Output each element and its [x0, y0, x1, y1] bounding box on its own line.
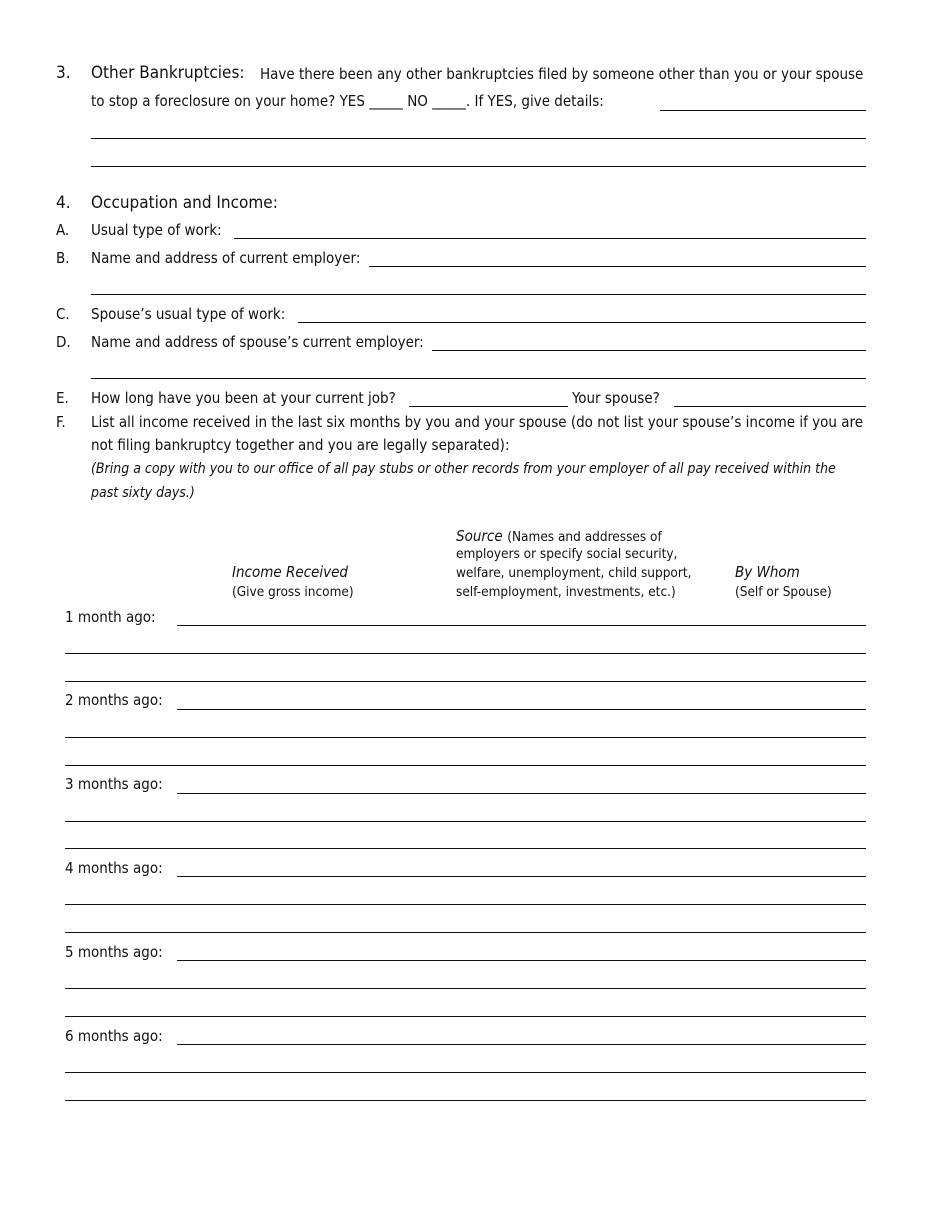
col-source-title: Source	[456, 527, 503, 545]
income-row-line[interactable]	[65, 932, 866, 933]
income-row-line[interactable]	[65, 1072, 866, 1073]
employer-field-line-1[interactable]	[369, 266, 866, 267]
item-f-note-line2: past sixty days.)	[91, 485, 195, 501]
col-income-title: Income Received	[232, 563, 348, 581]
usual-work-field[interactable]	[234, 238, 866, 239]
income-row-line[interactable]	[65, 653, 866, 654]
col-income-sub: (Give gross income)	[232, 584, 354, 600]
income-row-line[interactable]	[177, 1044, 866, 1045]
item-d-letter: D.	[56, 333, 71, 351]
item-c-label: Spouse’s usual type of work:	[91, 305, 286, 323]
income-row-line[interactable]	[177, 709, 866, 710]
section-4-heading: Occupation and Income:	[91, 193, 278, 213]
income-row-line[interactable]	[177, 625, 866, 626]
section-3-heading: Other Bankruptcies:	[91, 63, 245, 83]
spouse-job-duration-field[interactable]	[674, 406, 866, 407]
income-row-line[interactable]	[65, 765, 866, 766]
item-b-label: Name and address of current employer:	[91, 249, 361, 267]
income-row-line[interactable]	[65, 681, 866, 682]
item-e-letter: E.	[56, 389, 69, 407]
income-row-label: 5 months ago:	[65, 943, 163, 961]
income-row-line[interactable]	[65, 821, 866, 822]
col-source-line2: employers or specify social security,	[456, 546, 678, 562]
employer-field-line-2[interactable]	[91, 294, 866, 295]
income-row-label: 6 months ago:	[65, 1027, 163, 1045]
item-e-label: How long have you been at your current job?	[91, 389, 396, 407]
item-f-line2: not filing bankruptcy together and you are legally separated):	[91, 436, 510, 454]
income-row-label: 2 months ago:	[65, 691, 163, 709]
section-3-question-line1: Have there been any other bankruptcies filed by someone other than you or your spouse	[260, 65, 864, 83]
item-f-letter: F.	[56, 413, 66, 431]
section-4-number: 4.	[56, 193, 71, 213]
item-d-label: Name and address of spouse’s current employer:	[91, 333, 424, 351]
income-row-line[interactable]	[65, 1016, 866, 1017]
item-f-note-line1: (Bring a copy with you to our office of all pay stubs or other records from your employer of all pay received within the	[91, 461, 836, 477]
income-row-label: 1 month ago:	[65, 608, 156, 626]
item-e-spouse-label: Your spouse?	[572, 389, 660, 407]
income-row-line[interactable]	[177, 960, 866, 961]
income-row-line[interactable]	[177, 876, 866, 877]
col-source-header	[456, 526, 662, 545]
section-3-question-line2: to stop a foreclosure on your home? YES _____ NO _____. If YES, give details:	[91, 92, 604, 110]
income-row-line[interactable]	[65, 737, 866, 738]
col-source-line1: (Names and addresses of	[507, 529, 662, 545]
col-source-line3: welfare, unemployment, child support,	[456, 565, 692, 581]
item-a-label: Usual type of work:	[91, 221, 222, 239]
income-row-label: 4 months ago:	[65, 859, 163, 877]
details-field-line-1[interactable]	[660, 110, 866, 111]
col-source-line4: self-employment, investments, etc.)	[456, 584, 676, 600]
income-row-line[interactable]	[65, 904, 866, 905]
item-a-letter: A.	[56, 221, 70, 239]
item-c-letter: C.	[56, 305, 70, 323]
item-f-line1: List all income received in the last six months by you and your spouse (do not list your spouse’s income if you are	[91, 413, 864, 431]
details-field-line-2[interactable]	[91, 138, 866, 139]
details-field-line-3[interactable]	[91, 166, 866, 167]
section-3-number: 3.	[56, 63, 71, 83]
income-row-line[interactable]	[65, 1100, 866, 1101]
current-job-duration-field[interactable]	[409, 406, 568, 407]
income-row-label: 3 months ago:	[65, 775, 163, 793]
item-b-letter: B.	[56, 249, 70, 267]
spouse-work-field[interactable]	[298, 322, 866, 323]
spouse-employer-field-line-2[interactable]	[91, 378, 866, 379]
income-row-line[interactable]	[65, 988, 866, 989]
income-row-line[interactable]	[65, 848, 866, 849]
income-row-line[interactable]	[177, 793, 866, 794]
col-whom-sub: (Self or Spouse)	[735, 584, 832, 600]
spouse-employer-field-line-1[interactable]	[432, 350, 866, 351]
col-whom-title: By Whom	[735, 563, 800, 581]
